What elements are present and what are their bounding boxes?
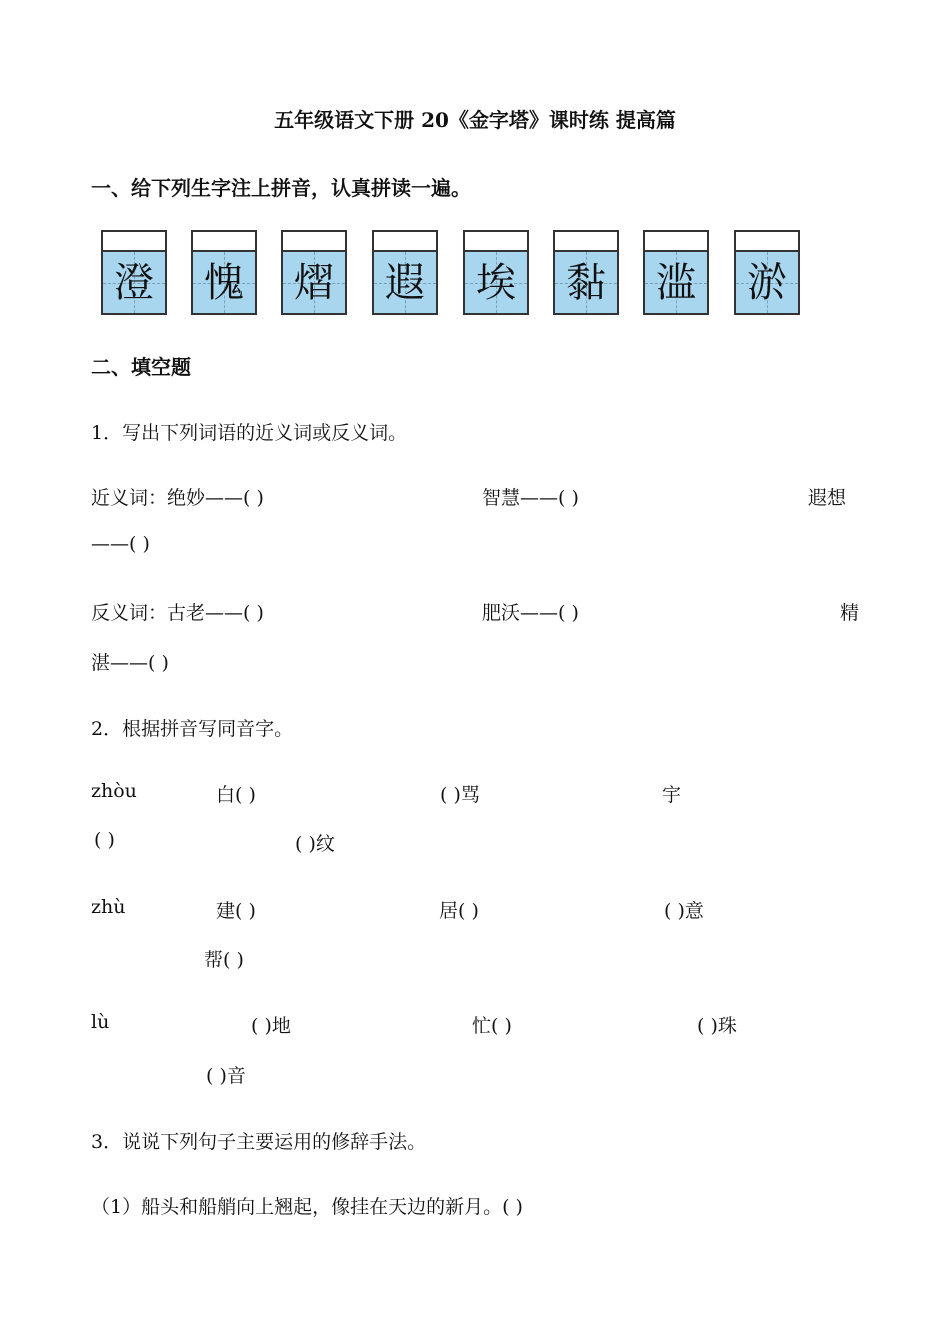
pinyin-label: zhòu (91, 780, 137, 802)
char: 愧 (204, 259, 244, 306)
q2-blank: ( )纹 (295, 833, 335, 855)
pinyin-label: lù (91, 1011, 110, 1033)
char-cell (372, 230, 438, 315)
q3-prompt: 3．说说下列句子主要运用的修辞手法。 (91, 1131, 427, 1153)
char-cell (191, 230, 257, 315)
q2-blank: 白( ) (216, 784, 256, 806)
q2-blank: ( ) (94, 829, 115, 851)
char: 滥 (656, 259, 696, 306)
char: 熠 (294, 259, 334, 306)
q1-synonym-3-blank: ——( ) (91, 533, 150, 555)
q2-blank: ( )音 (206, 1065, 246, 1087)
pinyin-box[interactable] (103, 232, 165, 252)
char: 澄 (114, 259, 154, 306)
q2-blank: 建( ) (216, 900, 256, 922)
pinyin-box[interactable] (465, 232, 527, 252)
q1-synonym-3: 遐想 (808, 487, 847, 509)
char-cell (281, 230, 347, 315)
q1-antonym-1: 反义词：古老——( ) (91, 602, 264, 624)
q1-antonym-2: 肥沃——( ) (482, 602, 579, 624)
q2-blank: 忙( ) (472, 1015, 512, 1037)
q1-synonym-1: 近义词：绝妙——( ) (91, 487, 264, 509)
char: 黏 (566, 259, 606, 306)
pinyin-box[interactable] (736, 232, 798, 252)
q1-synonym-2: 智慧——( ) (482, 487, 579, 509)
section1-heading: 一、给下列生字注上拼音，认真拼读一遍。 (91, 176, 471, 200)
q2-blank: 宇 (662, 784, 682, 806)
pinyin-box[interactable] (193, 232, 255, 252)
pinyin-box[interactable] (374, 232, 436, 252)
q1-prompt: 1．写出下列词语的近义词或反义词。 (91, 422, 408, 444)
pinyin-box[interactable] (645, 232, 707, 252)
q2-blank: 帮( ) (204, 949, 244, 971)
q2-blank: ( )珠 (697, 1015, 737, 1037)
q3-item-1: （1）船头和船艄向上翘起，像挂在天边的新月。( ) (91, 1196, 523, 1218)
char-cell (553, 230, 619, 315)
q2-prompt: 2．根据拼音写同音字。 (91, 718, 294, 740)
q2-blank: ( )意 (664, 900, 704, 922)
char-cell (643, 230, 709, 315)
char: 淤 (747, 259, 787, 306)
pinyin-box[interactable] (283, 232, 345, 252)
char-cell (734, 230, 800, 315)
char-cell (101, 230, 167, 315)
char-cell (463, 230, 529, 315)
q1-antonym-3-blank: 湛——( ) (91, 652, 169, 674)
section2-heading: 二、填空题 (91, 355, 191, 379)
pinyin-label: zhù (91, 896, 126, 918)
char: 遐 (385, 259, 425, 306)
q2-blank: ( )地 (251, 1015, 291, 1037)
q2-blank: ( )骂 (440, 784, 480, 806)
q1-antonym-3: 精 (840, 602, 860, 624)
char: 埃 (476, 259, 516, 306)
pinyin-box[interactable] (555, 232, 617, 252)
q2-blank: 居( ) (439, 900, 479, 922)
page-title: 五年级语文下册 20《金字塔》课时练 提高篇 (274, 108, 676, 132)
